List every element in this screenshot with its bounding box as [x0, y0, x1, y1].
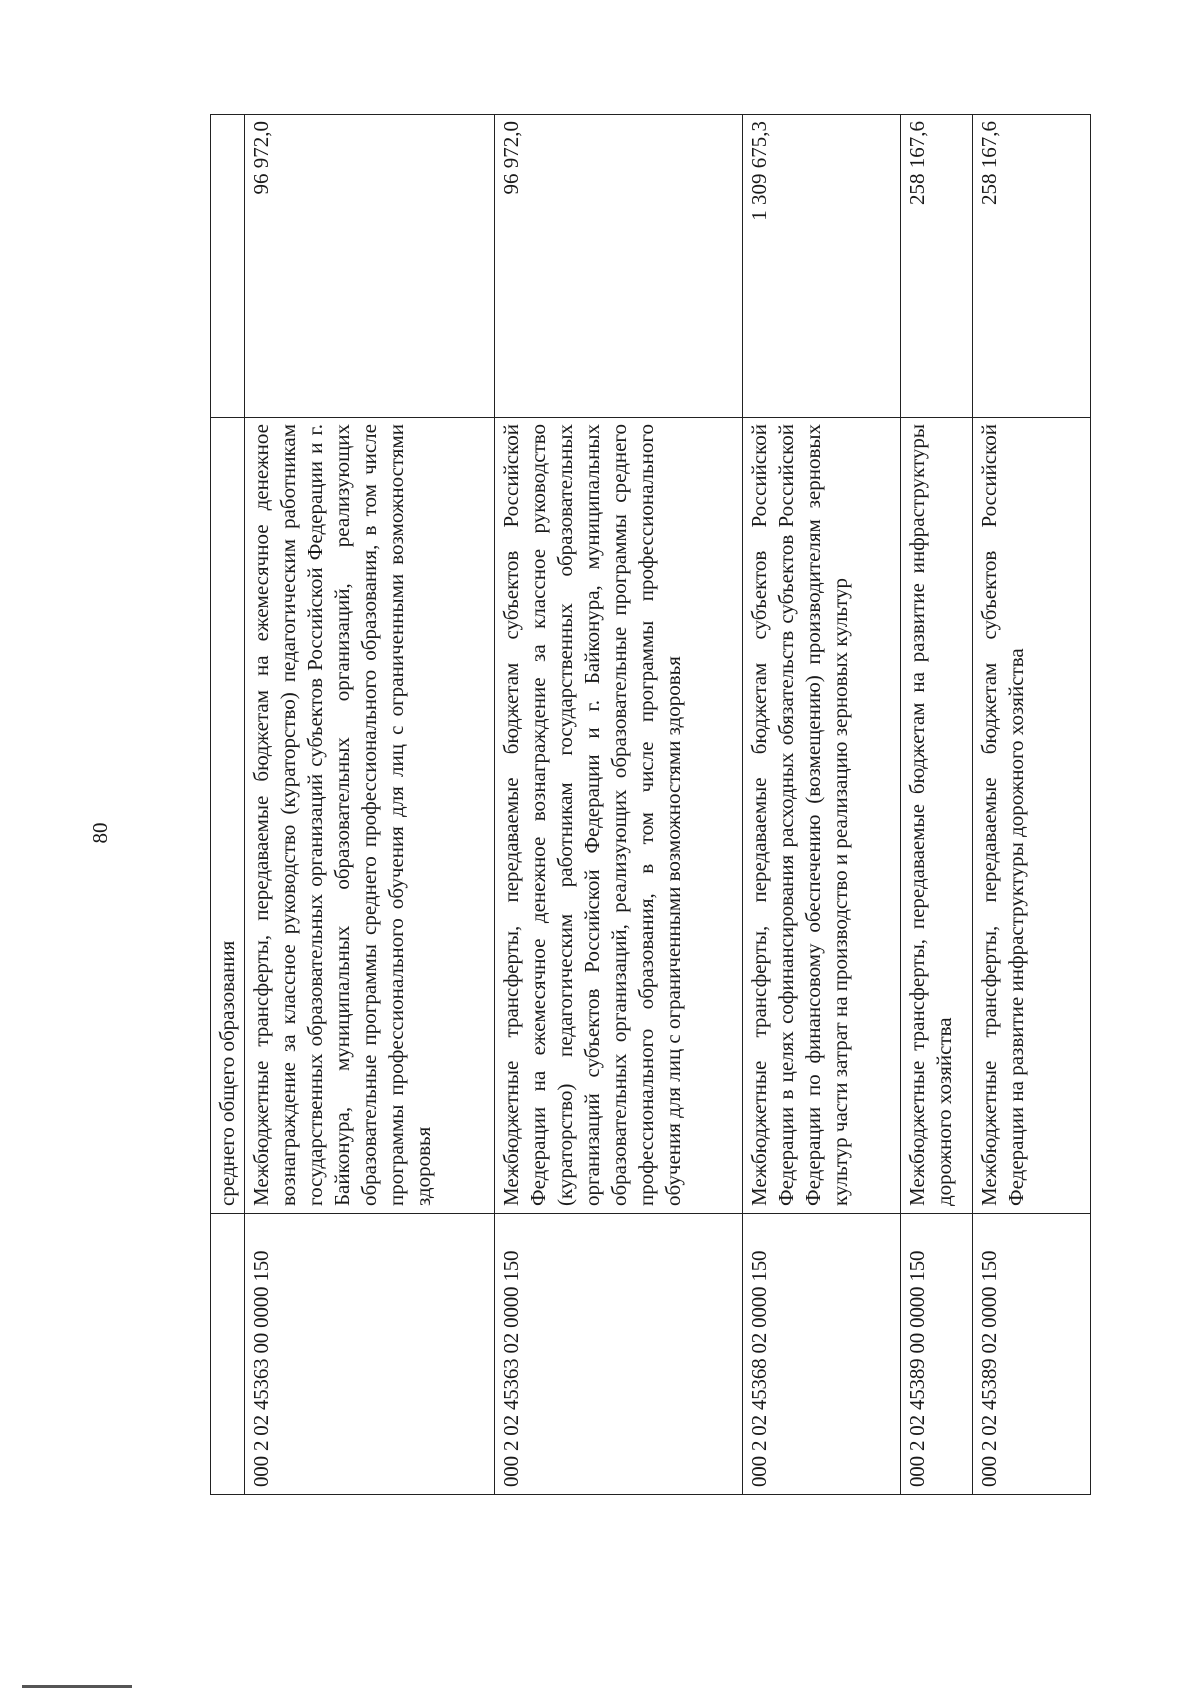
revenue-code-cell: 000 2 02 45363 00 0000 150 [245, 1214, 495, 1495]
table-row [495, 115, 743, 1495]
table-row [211, 115, 245, 1495]
amount-cell: 258 167,6 [901, 115, 973, 418]
description-cell: Межбюджетные трансферты, передаваемые бюджетам на развитие инфраструктуры дорожного хозяйства [901, 418, 973, 1214]
table-row [901, 115, 973, 1495]
scan-edge-mark [22, 1685, 132, 1688]
amount-cell [211, 115, 245, 418]
rotated-table-container [210, 115, 1090, 1495]
table-row [973, 115, 1091, 1495]
revenue-code-cell: 000 2 02 45363 02 0000 150 [495, 1214, 743, 1495]
table-row [245, 115, 495, 1495]
amount-cell: 1 309 675,3 [743, 115, 901, 418]
revenue-code-cell [211, 1214, 245, 1495]
description-cell: среднего общего образования [211, 418, 245, 1214]
description-cell: Межбюджетные трансферты, передаваемые бюджетам субъектов Российской Федерации на развитие инфраструктуры дорожного хозяйства [973, 418, 1091, 1214]
revenue-code-cell: 000 2 02 45389 02 0000 150 [973, 1214, 1091, 1495]
amount-cell: 258 167,6 [973, 115, 1091, 418]
description-cell: Межбюджетные трансферты, передаваемые бюджетам субъектов Российской Федерации в целях софинансирования расходных обязательств субъектов Российской Федерации по финансовому обеспечению (возмещению) производителям зерновых культур части затрат на производство и реализацию зерновых культур [743, 418, 901, 1214]
amount-cell: 96 972,0 [245, 115, 495, 418]
page-number: 80 [88, 822, 112, 844]
budget-revenue-table [210, 114, 1091, 1495]
amount-cell: 96 972,0 [495, 115, 743, 418]
table-row [743, 115, 901, 1495]
revenue-code-cell: 000 2 02 45368 02 0000 150 [743, 1214, 901, 1495]
description-cell: Межбюджетные трансферты, передаваемые бюджетам на ежемесячное денежное вознаграждение за классное руководство (кураторство) педагогическим работникам государственных образовательных организаций субъектов Российской Федерации и г. Байконура, муниципальных образовательных организаций, реализующих образовательные программы среднего профессионального образования, в том числе программы профессионального обучения для лиц с ограниченными возможностями здоровья [245, 418, 495, 1214]
description-cell: Межбюджетные трансферты, передаваемые бюджетам субъектов Российской Федерации на ежемесячное денежное вознаграждение за классное руководство (кураторство) педагогическим работникам государственных образовательных организаций субъектов Российской Федерации и г. Байконура, муниципальных образовательных организаций, реализующих образовательные программы среднего профессионального образования, в том числе программы профессионального обучения для лиц с ограниченными возможностями здоровья [495, 418, 743, 1214]
revenue-code-cell: 000 2 02 45389 00 0000 150 [901, 1214, 973, 1495]
